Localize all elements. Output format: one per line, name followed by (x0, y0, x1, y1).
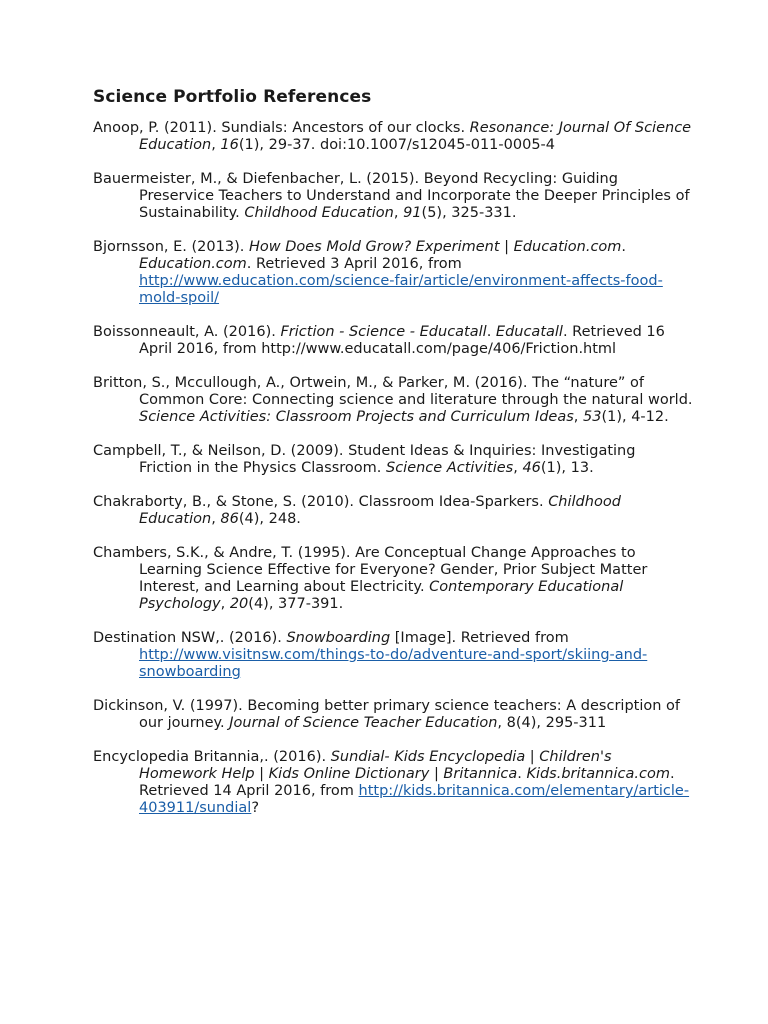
reference-text: Chambers, S.K., & Andre, T. (1995). Are Conceptual Change Approaches to Learning Science Effective for Everyone? Gender, Prior Subject Matter Interest, and Learning about Electricity. (93, 545, 648, 595)
reference-text: . (621, 239, 627, 255)
reference-text: Bjornsson, E. (2013). (93, 239, 249, 255)
reference-entry (93, 375, 693, 426)
reference-italic-text: 16 (220, 137, 239, 153)
reference-text: , (211, 137, 221, 153)
reference-text: [Image]. Retrieved from (390, 630, 569, 646)
reference-text: . Retrieved 14 April 2016, from (139, 766, 675, 799)
reference-text: , (573, 409, 583, 425)
reference-entry (93, 171, 693, 222)
reference-list (93, 120, 693, 817)
reference-text: Anoop, P. (2011). Sundials: Ancestors of our clocks. (93, 120, 470, 136)
reference-italic-text: Friction - Science - Educatall (280, 324, 487, 340)
reference-italic-text: 91 (403, 205, 422, 221)
reference-text: , 8(4), 295-311 (497, 715, 607, 731)
reference-italic-text: Kids.britannica.com (526, 766, 670, 782)
reference-text: Destination NSW,. (2016). (93, 630, 287, 646)
reference-italic-text: Resonance: Journal Of Science Education (139, 120, 692, 153)
reference-italic-text: Science Activities: Classroom Projects and Curriculum Ideas (139, 409, 574, 425)
reference-text: . Retrieved 3 April 2016, from (246, 256, 462, 272)
reference-entry (93, 324, 693, 358)
reference-text: Dickinson, V. (1997). Becoming better primary science teachers: A description of our journey. (93, 698, 681, 731)
reference-link[interactable]: http://www.visitnsw.com/things-to-do/adventure-and-sport/skiing-and-snowboarding (139, 647, 648, 680)
reference-text: . (486, 324, 496, 340)
reference-link[interactable]: http://kids.britannica.com/elementary/article-403911/sundial (139, 783, 690, 816)
reference-italic-text: Childhood Education (244, 205, 394, 221)
reference-text: , (220, 596, 230, 612)
reference-text: (4), 377-391. (248, 596, 344, 612)
reference-text: Chakraborty, B., & Stone, S. (2010). Classroom Idea-Sparkers. (93, 494, 549, 510)
reference-italic-text: How Does Mold Grow? Experiment | Education.com (248, 239, 622, 255)
page-title: Science Portfolio References (93, 87, 372, 107)
document-page (93, 86, 693, 834)
reference-italic-text: 20 (229, 596, 249, 612)
reference-text: (1), 4-12. (601, 409, 669, 425)
reference-italic-text: Childhood Education (139, 494, 621, 527)
reference-text: . (517, 766, 527, 782)
reference-italic-text: Snowboarding (286, 630, 391, 646)
reference-text: Britton, S., Mccullough, A., Ortwein, M., & Parker, M. (2016). The “nature” of Common Core: Connecting science and literature through the natural world. (93, 375, 693, 408)
reference-text: , (393, 205, 404, 221)
reference-text: (5), 325-331. (421, 205, 517, 221)
reference-italic-text: 46 (522, 460, 541, 476)
reference-italic-text: Science Activities (385, 460, 514, 476)
reference-entry (93, 545, 693, 613)
reference-italic-text: 53 (582, 409, 602, 425)
reference-text: ? (251, 800, 260, 816)
reference-entry (93, 749, 693, 817)
reference-italic-text: Contemporary Educational Psychology (139, 579, 624, 612)
reference-italic-text: 86 (220, 511, 239, 527)
reference-italic-text: Educatall (495, 324, 563, 340)
reference-entry (93, 494, 693, 528)
reference-text: (4), 248. (238, 511, 301, 527)
reference-text: . Retrieved 16 April 2016, from http://www.educatall.com/page/406/Friction.html (139, 324, 665, 357)
reference-text: Boissonneault, A. (2016). (93, 324, 281, 340)
reference-entry (93, 239, 693, 307)
reference-entry (93, 630, 693, 681)
reference-entry (93, 443, 693, 477)
reference-text: Encyclopedia Britannia,. (2016). (93, 749, 331, 765)
reference-text: Campbell, T., & Neilson, D. (2009). Student Ideas & Inquiries: Investigating Friction in the Physics Classroom. (93, 443, 636, 476)
reference-entry (93, 698, 693, 732)
reference-italic-text: Education.com (139, 256, 247, 272)
reference-link[interactable]: http://www.education.com/science-fair/article/environment-affects-food-mold-spoil/ (139, 273, 663, 306)
reference-text: , (513, 460, 523, 476)
reference-text: Bauermeister, M., & Diefenbacher, L. (2015). Beyond Recycling: Guiding Preservice Teachers to Understand and Incorporate the Deeper Principles of Sustainability. (93, 171, 690, 221)
reference-entry (93, 120, 693, 154)
reference-text: (1), 29-37. doi:10.1007/s12045-011-0005-4 (238, 137, 556, 153)
reference-italic-text: Sundial- Kids Encyclopedia | Children's Homework Help | Kids Online Dictionary | Britannica (139, 749, 612, 782)
reference-italic-text: Journal of Science Teacher Education (229, 715, 498, 731)
reference-text: , (211, 511, 221, 527)
reference-text: (1), 13. (540, 460, 594, 476)
